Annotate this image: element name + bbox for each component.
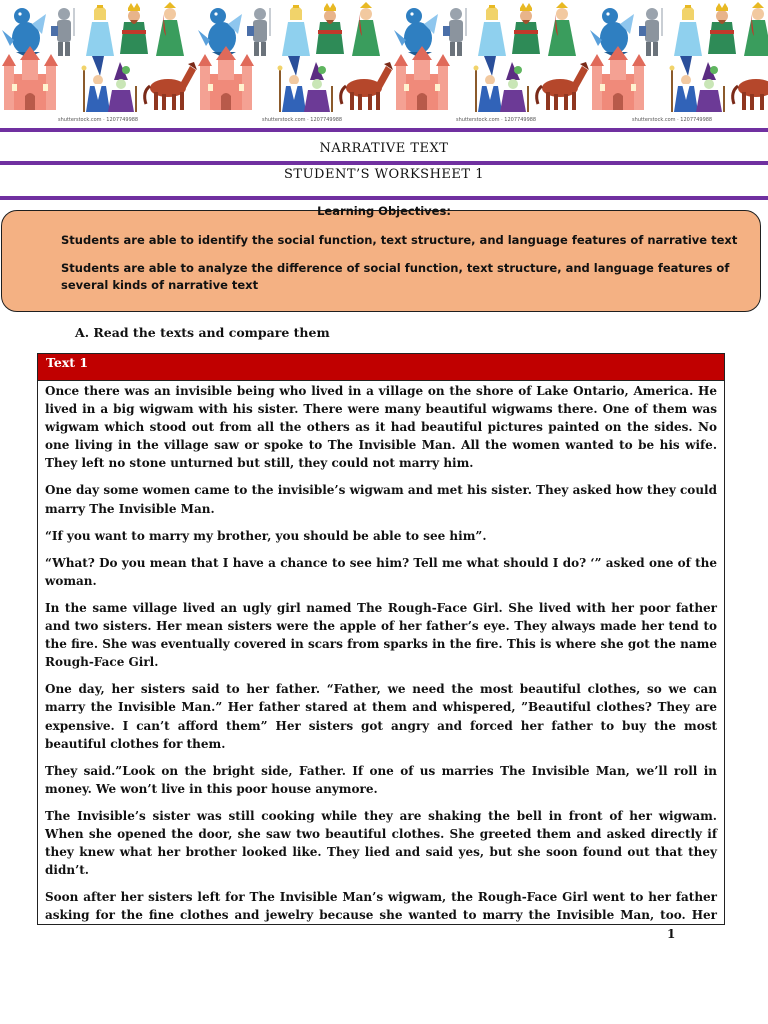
story-paragraph: Once there was an invisible being who lived in a village on the shore of Lake Ontario, America. He lived in a big wigwam with his sister. There were many beautiful wigwams there. One of them was wigwam which stood out from all the others as it had beautiful pictures painted on the sides. No one living in the village saw or spoke to The Invisible Man. All the women wanted to be his wife. They left no stone unturned but still, they could not marry him.	[45, 384, 717, 471]
worksheet-subtitle: STUDENT’S WORKSHEET 1	[284, 167, 484, 182]
story-paragraph: “What? Do you mean that I have a chance to see him? Tell me what should I do? ‘” asked one of the woman.	[45, 555, 717, 588]
instruction-text: A. Read the texts and compare them	[75, 325, 330, 340]
divider-line	[0, 128, 768, 132]
fairy-tale-illustration-banner	[0, 0, 768, 128]
objective-item: Students are able to analyze the difference of social function, text structure, and language features of several kinds of narrative text	[61, 261, 730, 292]
text-1-box	[37, 353, 725, 925]
story-paragraph: In the same village lived an ugly girl named The Rough-Face Girl. She lived with her poor father and two sisters. Her mean sisters were the apple of her father’s eye. They always made her tend to the fire. She was eventually covered in scars from sparks in the fire. This is where she got the name Rough-Face Girl.	[45, 600, 717, 670]
story-paragraph: One day, her sisters said to her father. “Father, we need the most beautiful clothes, so we can marry the Invisible Man.” Her father stared at them and whispered, ”Beautiful clothes? They are expensive. I can’t afford them” Her sisters got angry and forced her father to buy the most beautiful clothes for them.	[45, 682, 717, 751]
story-paragraph: One day some women came to the invisible’s wigwam and met his sister. They asked how they could marry The Invisible Man.	[45, 483, 717, 516]
story-paragraph: They said.”Look on the bright side, Father. If one of us marries The Invisible Man, we’ll roll in money. We won’t live in this poor house anymore.	[45, 763, 717, 796]
stock-credit: shutterstock.com · 1207749988	[262, 117, 343, 123]
objectives-heading: Learning Objectives:	[317, 204, 451, 218]
story-paragraph: Soon after her sisters left for The Invisible Man’s wigwam, the Rough-Face Girl went to her father asking for the fine clothes and jewelry because she wanted to marry the Invisible Man, too. Her	[45, 890, 717, 923]
stock-credit: shutterstock.com · 1207749988	[58, 117, 139, 123]
objective-item: Students are able to identify the social function, text structure, and language features of narrative text	[61, 233, 738, 247]
story-paragraph: “If you want to marry my brother, you should be able to see him”.	[45, 528, 487, 543]
stock-credit: shutterstock.com · 1207749988	[632, 117, 713, 123]
divider-line	[0, 196, 768, 200]
page-number: 1	[667, 927, 676, 941]
learning-objectives-box	[1, 210, 761, 312]
page-title: NARRATIVE TEXT	[319, 141, 449, 156]
story-paragraph: The Invisible’s sister was still cooking while they are shaking the bell in front of her wigwam. When she opened the door, she saw two beautiful clothes. She greeted them and asked directly if they knew what her brother looked like. They lied and said yes, but she soon found out that they didn’t.	[45, 808, 717, 878]
text-1-label: Text 1	[38, 354, 724, 381]
divider-line	[0, 161, 768, 165]
stock-credit: shutterstock.com · 1207749988	[456, 117, 537, 123]
story-body	[38, 382, 724, 925]
